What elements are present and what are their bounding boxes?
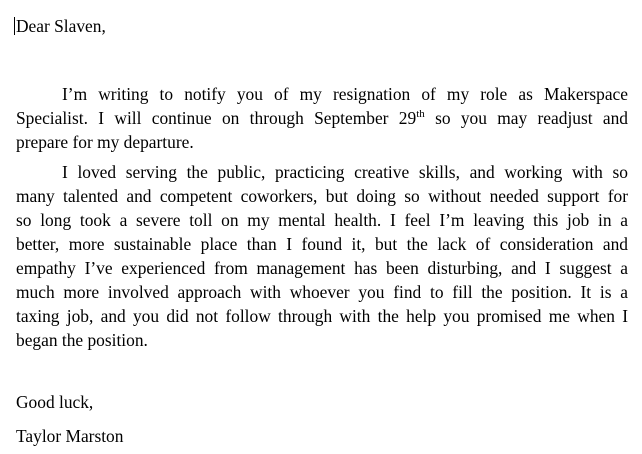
paragraph-1-line-1: I’m writing to notify you of my resignation of my role as Makerspace [62,84,628,104]
ordinal-suffix: th [416,108,425,120]
paragraph-2-line-3: so long took a severe toll on my mental health. I feel I’m leaving this job in a [16,210,628,230]
salutation: Dear Slaven, [16,16,106,36]
paragraph-1-line-2-text: Specialist. I will continue on through September 29 [16,108,417,128]
paragraph-1 [16,82,628,154]
paragraph-2-line-8: began the position. [16,330,148,350]
paragraph-2-line-4: better, more sustainable place than I found it, but the lack of consideration and [16,234,628,254]
closing: Good luck, [16,392,94,412]
paragraph-1-line-2-rest: so you may readjust and [424,108,628,128]
paragraph-1-line-2 [16,106,628,130]
paragraph-2 [16,160,628,352]
paragraph-1-line-3: prepare for my departure. [16,132,194,152]
signature: Taylor Marston [16,426,124,446]
paragraph-2-line-7: taxing job, and you did not follow through with the help you promised me when I [16,306,628,326]
paragraph-2-line-5: empathy I’ve experienced from management has been disturbing, and I suggest a [16,258,628,278]
paragraph-2-line-2: many talented and competent coworkers, but doing so without needed support for [16,186,628,206]
paragraph-2-line-6: much more involved approach with whoever you find to fill the position. It is a [16,282,628,302]
text-cursor [14,17,15,35]
paragraph-2-line-1: I loved serving the public, practicing creative skills, and working with so [62,162,628,182]
